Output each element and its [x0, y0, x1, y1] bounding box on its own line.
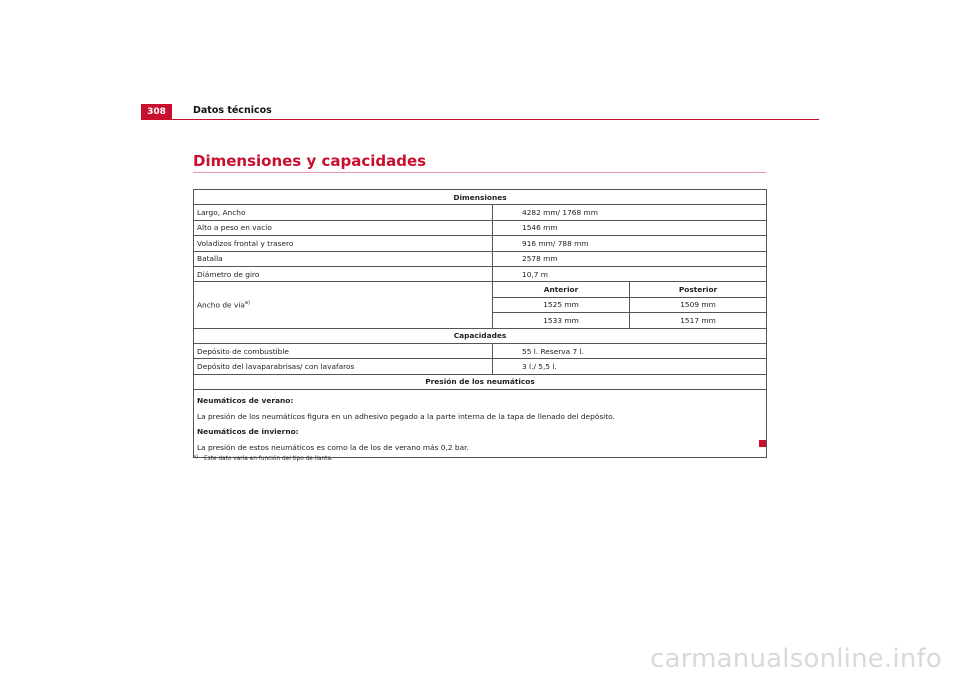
- table-row: [194, 236, 767, 251]
- rear-track-value: 1517 mm: [630, 313, 767, 328]
- table-row: [194, 266, 767, 281]
- row-value: 4282 mm/ 1768 mm: [493, 205, 767, 220]
- front-track-value: 1533 mm: [493, 313, 630, 328]
- table-row: [194, 359, 767, 374]
- row-label: Largo, Ancho: [194, 205, 493, 220]
- dimensions-header: Dimensiones: [194, 190, 767, 205]
- footnote-text: Este dato varía en función del tipo de llanta.: [204, 456, 333, 462]
- winter-tires-text: La presión de estos neumáticos es como la de los de verano más 0,2 bar.: [197, 442, 469, 452]
- table-row: [194, 220, 767, 235]
- table-row: [194, 251, 767, 266]
- winter-tires-title: Neumáticos de invierno:: [197, 427, 299, 437]
- row-label: Batalla: [194, 251, 493, 266]
- table-row: [194, 282, 767, 297]
- title-divider: [193, 172, 766, 173]
- footnote-marker: a): [244, 300, 250, 307]
- table-row: [194, 190, 767, 205]
- row-value: 3 l./ 5,5 l.: [493, 359, 767, 374]
- row-label: Voladizos frontal y trasero: [194, 236, 493, 251]
- summer-tires-text: La presión de los neumáticos figura en un adhesivo pegado a la parte interna de la tapa de llenado del depósito.: [197, 411, 615, 421]
- page-number-badge: 308: [141, 104, 172, 119]
- row-value: 55 l. Reserva 7 l.: [493, 343, 767, 358]
- row-label: Depósito del lavaparabrisas/ con lavafaros: [194, 359, 493, 374]
- front-track-value: 1525 mm: [493, 297, 630, 312]
- table-row: [194, 374, 767, 389]
- wheel-track-label-text: Ancho de vía: [197, 300, 245, 310]
- header-divider: [141, 119, 819, 120]
- row-label: Alto a peso en vacío: [194, 220, 493, 235]
- column-header-rear: Posterior: [630, 282, 767, 297]
- watermark: carmanualsonline.info: [650, 644, 942, 674]
- summer-tires-title: Neumáticos de verano:: [197, 396, 294, 406]
- table-row: [194, 343, 767, 358]
- table-row: [194, 205, 767, 220]
- specs-table: [193, 189, 767, 458]
- tire-pressure-info: [194, 390, 767, 458]
- row-label: Depósito de combustible: [194, 343, 493, 358]
- rear-track-value: 1509 mm: [630, 297, 767, 312]
- page-title: Dimensiones y capacidades: [193, 152, 427, 170]
- wheel-track-label: [194, 282, 493, 328]
- capacities-header: Capacidades: [194, 328, 767, 343]
- tire-pressure-header: Presión de los neumáticos: [194, 374, 767, 389]
- row-value: 10,7 m: [493, 266, 767, 281]
- row-value: 2578 mm: [493, 251, 767, 266]
- section-title: Datos técnicos: [193, 105, 272, 116]
- column-header-front: Anterior: [493, 282, 630, 297]
- table-row: [194, 328, 767, 343]
- footnote-mark: a): [193, 454, 199, 460]
- end-of-section-mark: [759, 440, 766, 447]
- row-label: Diámetro de giro: [194, 266, 493, 281]
- table-row: [194, 390, 767, 458]
- row-value: 916 mm/ 788 mm: [493, 236, 767, 251]
- row-value: 1546 mm: [493, 220, 767, 235]
- footnote: [193, 456, 333, 462]
